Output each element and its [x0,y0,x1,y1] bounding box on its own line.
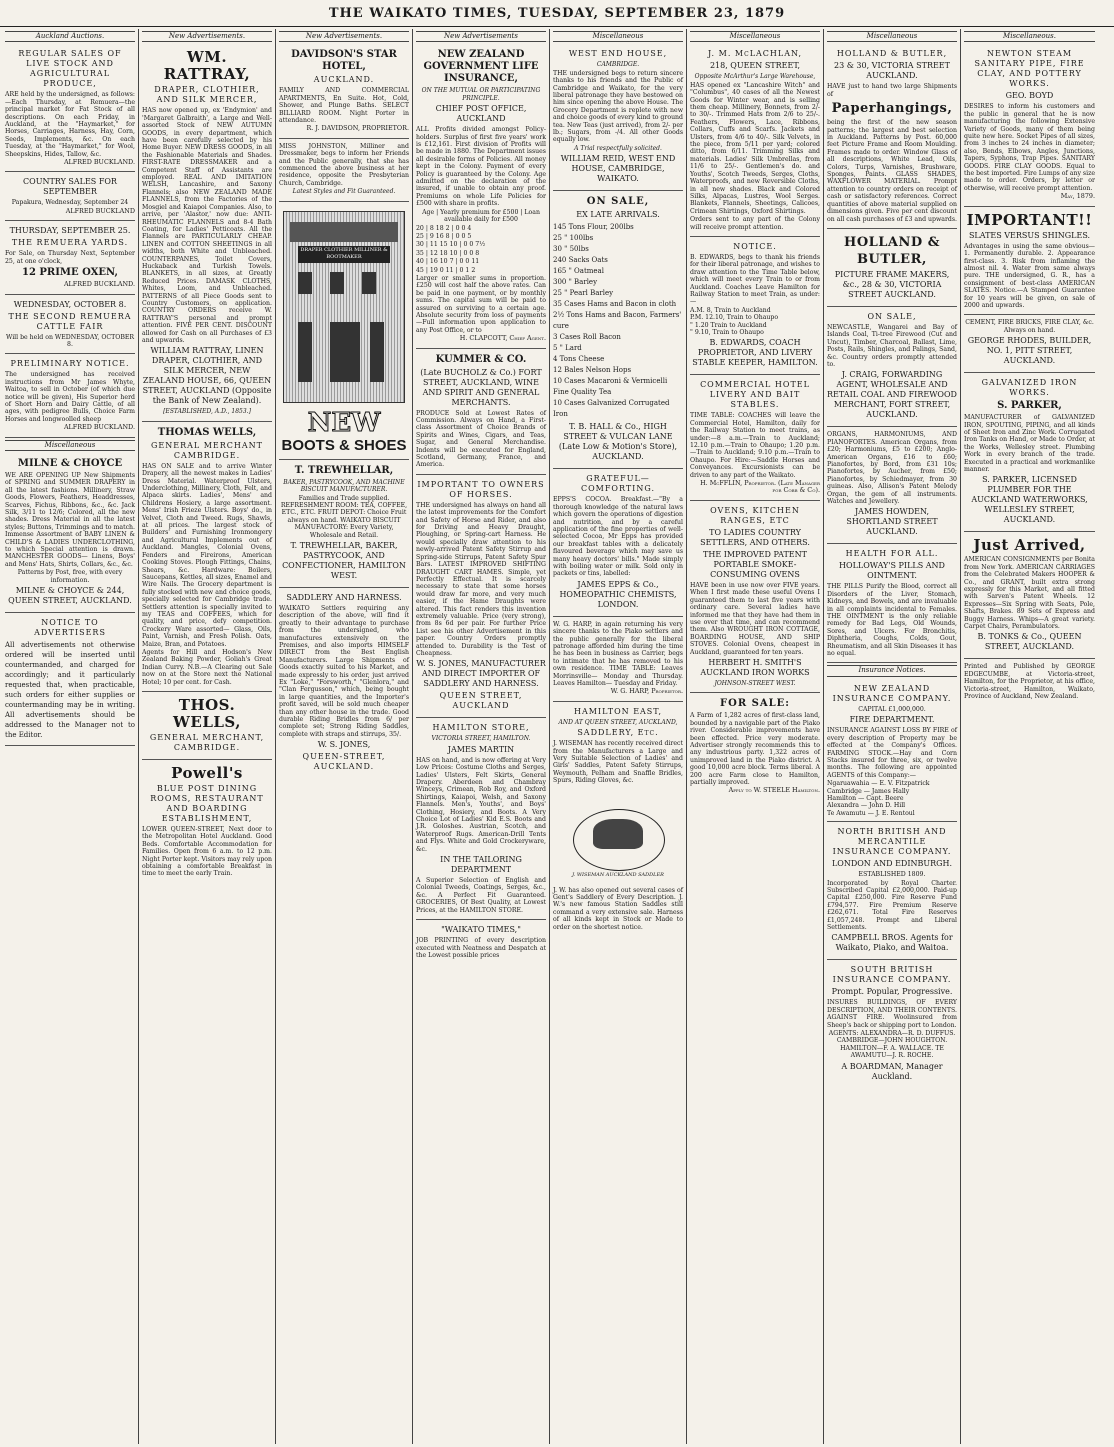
advert-subtitle: TO LADIES COUNTRY SETTLERS, AND OTHERS. [700,527,810,547]
advert [827,307,957,427]
advert-title: IMPORTANT!! [966,210,1093,229]
engraving-window [298,322,312,382]
advert-title: COUNTRY SALES FOR SEPTEMBER [23,177,117,197]
advert [827,960,957,1087]
advert-note: A Trial respectfully solicited. [574,144,662,152]
advert [416,44,546,348]
engraving-window [330,272,344,294]
advert-body: AMERICAN CONSIGNMENTS per Bonita from New York. AMERICAN CARRIAGES from the Celebrated Makers HOOPER & Co., and GRANT, built extra strong expressly for this Market, and all fitted with Sarven's Patent Wheels. 12 Expresses—Six Spring with Seats, Pole, Shafts, Brakes. 89 Sets of Express and Buggy Harness. Whips—A great variety. Carpet Chairs, Perambulators. [964,556,1095,631]
list-item: P.M. 12.10, Train to Ohaupo [690,314,779,322]
imprint [964,659,1095,705]
advert-signature: ALFRED BUCKLAND. [63,423,135,432]
advert-title: HAMILTON EAST, [573,706,662,716]
advert-body: W. G. HARP, in again returning his very sincere thanks to the Piako settlers and the public generally for the liberal patronage afforded him during the time he has been in business as Carrier, begs to intimate that he has removed to his own residence. TIME TABLE: Leaves Morrinsville— Monday and Thursday. Leaves Hamilton— Tuesday and Friday. [553,620,683,687]
advert-body: Papakura, Wednesday, September 24 [11,199,129,207]
advert-subtitle: DRAPER, CLOTHIER, AND SILK MERCER, [154,85,260,105]
section-header: New Advertisements. [279,31,409,42]
list-item: 35 Cases Hams and Bacon in cloth [553,300,677,309]
advert-subtitle: AUCKLAND. [313,75,375,85]
advert [553,617,683,702]
section-header: Miscellaneous [5,440,135,451]
column-2 [139,29,276,1444]
advert-signature: WILLIAM RATTRAY, LINEN DRAPER, CLOTHIER, AND SILK MERCER, NEW ZEALAND HOUSE, 66, QUEEN STREET, AUCKLAND (Opposite the Bank of New Zealand). [142,346,272,406]
advert-date: May, 1879. [1060,192,1095,201]
advert-body: HAVE been in use now over FIVE years. When I first made these useful Ovens I guaranteed them to last five years with ordinary care. Several ladies have informed me that they have had them in use over that time, and can recommend them. Also WROUGHT IRON COTTAGE, BOARDING HOUSE, AND SHIP STOVES. Colonial Ovens, cheapest in Auckland, guaranteed for ten years. [690,581,820,656]
advert-signature: H. CLAPCOTT, Chief Agent. [459,334,546,343]
section-header: Miscellaneous [690,31,820,42]
advert-signature: GEORGE RHODES, BUILDER, NO. 1, PITT STREET, AUCKLAND. [967,336,1092,366]
advert-subtitle: GENERAL MERCHANT CAMBRIDGE. [151,440,263,460]
advert-body: HAS now opened up, ex 'Endymion' and 'Margaret Galbraith', a Large and Well-assorted Stock of NEW AUTUMN GOODS, in every department, which have been carefully selected by his Home Buyer. NEW DRESS GOODS, in all the Fashionable Materials and Shades. FIRST-RATE DRESSMAKER and a Competent Staff of Assistants are employed. REAL AND IMITATION WELSH, Lancashire, and Saxony Flannels; also NEW ZEALAND MADE FLANNELS, from the Factories of the Mosgiel and Kaiapoi Companies. Also, to arrive, per 'Alastor,' now due: ANTI-RHEUMATIC FLANNELS and 8-4 Bath Coating, for Ladies' Petticoats. All the Flannels are PARTICULARLY CHEAP. LINEN and COTTON SHEETINGS in all widths, both White and Unbleached. COUNTERPANES, Toilet Covers, Huckaback and Turkish Towels. BLANKETS, in all sizes, at Greatly Reduced Prices. DAMASK CLOTHS, Whites, Loom, and Unbleached. PATTERNS of all Piece Goods sent to Country Customers, on application. COUNTRY ORDERS receive W. RATTRAY'S personal and prompt attention. FIVE PER CENT. DISCOUNT allowed for Cash on all Purchases of £3 and upwards. [142,107,272,344]
advert-title: NOTICE. [733,241,777,251]
advert-body: THE PILLS Purify the Blood, correct all Disorders of the Liver, Stomach, Kidneys, and Bowels, and are invaluable in all complaints incidental to Females. THE OINTMENT is the only reliable remedy for Bad Legs, Old Wounds, Sores, and Ulcers. For Bronchitis, Diphtheria, Coughs, Colds, Gout, Rheumatism, and all Skin Diseases it has no equal. [827,583,957,658]
advert-title: NEW ZEALAND INSURANCE COMPANY. [832,683,952,703]
advert-signature: JAMES HOWDEN, SHORTLAND STREET AUCKLAND. [846,507,938,537]
advert-body: MISS JOHNSTON, Milliner and Dressmaker, begs to inform her Friends and the Public generally, that she has commenced the above business at her residence, opposite the Presbyterian Church, Cambridge. [279,142,409,187]
advert-title: SADDLERY AND HARNESS. [286,592,402,602]
advert-title: THOMAS WELLS, [157,426,257,438]
advert-body: A Farm of 1,282 acres of first-class land, bounded by a navigable part of the Piako river. Considerable improvements have been effected. Price very moderate. Advertiser strongly recommends this to any industrious party. 1,322 acres of unimproved land in the Piako district. A good 10,000 acre block. Terms liberal. A 200 acre Farm close to Hamilton, partially improved. [690,712,820,786]
advert-title: DAVIDSON'S STAR HOTEL, [291,49,397,73]
advert-signature: J. CRAIG, FORWARDING AGENT, WHOLESALE AND RETAIL COAL AND FIREWOOD MERCHANT, FORT STREET, AUCKLAND. [827,370,957,420]
advert-title: ON SALE, [867,311,917,321]
advert-signature: W. S. JONES, MANUFACTURER AND DIRECT IMPORTER OF SADDLERY AND HARNESS. [416,659,546,689]
engraving-window [298,272,312,294]
section-header: Miscellaneous. [964,31,1095,42]
advert-body: J. W. has also opened out several cases of Gent's Saddlery of Every Description. J. W.'s new famous Station Saddles still command a very extensive sale. Harness of all kinds kept in Stock or Made to order on the shortest notice. [553,886,683,931]
advert-signature: W. G. HARP, Proprietor. [610,687,683,696]
engraving-roof [290,222,398,242]
list-item: 145 Tons Flour, 200lbs [553,223,634,232]
advert [690,693,820,799]
advert [690,44,820,237]
advert-body: Larger or smaller sums in proportion. £250 will cost half the above rates. Can be paid in one payment, or by monthly sums. The capital sum will be paid to assured on surviving to a certain age. Absolute security from loss of payments—Full information upon application to any Post Office, or to [416,274,546,334]
advert-body: WAIKATO Settlers requiring any description of the above, will find it greatly to their advantage to purchase from the undersigned, who manufactures extensively on the Premises, and also imports HIMSELF DIRECT from the Best English Manufacturers. Large Shipments of Goods exactly suited to his Market, and made expressly to his order, just arrived Ex "Loke," "Forsworth," "Glenlora," and "Clan Fergusson," which, being bought in large quantities, and the Importer's profit saved, will be sold much cheaper than any other house in the trade. Good durable Riding Bridles from 6/ per complete set; Strong Riding Saddles, complete with straps and stirrups, 35/. [279,604,409,738]
advert-title: GALVANIZED IRON WORKS. [981,378,1078,398]
advert-title: HOLLAND & BUTLER, [836,49,948,59]
column-7 [824,29,961,1444]
section-header: Insurance Notices. [827,665,957,676]
saddle-icon [593,819,643,849]
advert-title: HAMILTON STORE, [432,723,530,733]
column-8 [961,29,1098,1444]
engraving-sign: DRAPER CLOTHIER MILLINER & BOOTMAKER [298,246,390,263]
advert-office: CHIEF POST OFFICE, AUCKLAND [435,104,527,124]
advert-body: All advertisements not otherwise ordered will be inserted until countermanded, and charged for accordingly; and it particularly requested that, when practicable, such orders for either supplies or countermanding may be in writing. All advertisements should be addressed to the Manager not to the Editor. [5,641,135,740]
advert-name: S. PARKER, [997,400,1062,412]
advert-body: INSURANCE AGAINST LOSS BY FIRE of every description of Property may be effected at the Company's Offices. FARMING STOCK.—Hay and Corn Stacks insured for three, six, or twelve months. The following are appointed AGENTS of this Company:— [827,727,957,779]
advert [690,237,820,375]
advert [142,44,272,421]
advert-signature: CAMPBELL BROS. Agents for Waikato, Piako, and Waitoa. [831,933,953,953]
column-6 [687,29,824,1444]
advert [964,373,1095,532]
column-3 [276,29,413,1444]
advert-body: HAVE just to hand two large Shipments of [827,83,957,98]
advert-signature: MILNE & CHOYCE & 244, QUEEN STREET, AUCKLAND. [8,586,132,606]
advert-title: WEDNESDAY, OCTOBER 8. [13,299,127,309]
agents-list [827,780,957,817]
advert [279,202,409,460]
advert-title: KUMMER & CO. [435,353,527,365]
advert-signature: B. TONKS & Co., QUEEN STREET, AUCKLAND. [977,632,1082,652]
advert [416,920,546,964]
section-header: Miscellaneous [553,31,683,42]
advert [827,822,957,960]
advert [279,460,409,588]
advert-title: MILNE & CHOYCE [17,457,123,469]
advert-subhead: THE IMPROVED PATENT PORTABLE SMOKE-CONSUMING OVENS [703,549,807,579]
advert-address: QUEEN-STREET, AUCKLAND. [302,752,386,772]
time-table [690,307,820,337]
advert [827,544,957,663]
advert-subtitle: VICTORIA STREET, HAMILTON. [431,735,531,743]
list-item: Fine Quality Tea [553,388,612,397]
list-item: 25 " 100lbs [553,234,594,243]
advert [142,422,272,692]
column-4 [413,29,550,1444]
table-row: 30 | 11 15 10 | 0 0 7½ [416,241,486,249]
advert-body: THE undersigned begs to return sincere thanks to his friends and the Public of Cambridge and Waikato, for the very liberal patronage they have bestowed on him since opening the above House. The Grocery Department is replete with new and choice goods of every kind to ground tea. New Teas (just arrived), from 2/- per lb.; Sugars, from -/4. All other Goods equally low. [553,69,683,144]
advert [827,229,957,307]
advert [964,315,1095,373]
advert-body: HAS opened ex "Lancashire Witch" and "Columbus", 40 cases of all the Newest Goods for Winter wear, and is selling them cheap. Millinery, Bonnets, from 2/- to 30/-. Trimmed Hats from 2/6 to 25/-. Feathers, Flowers, Lace, Ribbons, Collars, Cuffs and Scarfs. Jackets and Ulsters, from 4/6 to 40/-. Silk Velvets, in the piece, from 5/11 per yard; colored ditto, from 6/11. Trimming Silks and materials. Ladies' Silk Umbrellas, from 11/6 to 25/-. Gentlemen's do. and Youths', Scotch Tweeds, Serges, Cloths, Waterproofs, and new Reversible Cloths, in all new shades. Black and Colored Silks, Alpacas, Lustres, Wool Serges. Blankets, Flannels, Sheetings, Calicoes, Crimean Shirtings, Oxford Shirtings. [690,81,820,215]
advert-signature: ALFRED BUCKLAND. [63,280,135,289]
advert-title: J. M. McLACHLAN, [707,49,803,59]
advert-title: OVENS, KITCHEN RANGES, ETC [710,505,800,525]
advert-title: NORTH BRITISH AND MERCANTILE INSURANCE COMPANY. [832,827,952,857]
advert-title: NEWTON STEAM SANITARY PIPE, FIRE CLAY, AND POTTERY WORKS. [974,49,1085,89]
saddle-label: J. WISEMAN AUCKLAND SADDLER [572,871,664,878]
premium-table [416,225,546,274]
advert [553,702,683,936]
section-header: Miscellaneous [827,31,957,42]
column-5 [550,29,687,1444]
advert-title: COMMERCIAL HOTEL LIVERY AND BAIT STABLES. [700,380,810,410]
advert-title: "WAIKATO TIMES," [441,925,521,935]
advert [142,760,272,883]
advert-subtitle: CAMBRIDGE. [596,61,640,69]
advert-note: Agents for Hill and Hodson's New Zealand Baking Powder, Goliah's Great Indian Curry. N.B.—A Clearing out Sale now on at the Store next the National Hotel; 10 per cent. for Cash. [142,648,272,686]
advert-subtitle: 218, QUEEN STREET, [709,61,801,71]
advert [416,718,546,920]
advert [827,427,957,544]
list-item: " 9.10, Train to Ohaupo [690,329,764,336]
list-item: Ngaruawahia — E. V. Fitzpatrick [827,780,930,788]
advert-body: being the first of the new season patterns; the largest and best selection in Auckland. Patterns by Post. 60,000 feet Picture Frame and Room Moulding. Frames made to order. Window Glass of all descriptions, White Lead, Oils, Colors, Turps, Varnishes, Brushware, Sponges, Paints. GLASS SHADES, WAXFLOWER MATERIAL. Prompt attention to country orders on receipt of cash or satisfactory references. Correct quantities of above material supplied on dimensions given. Five per cent discount on all cash purchases of £3 and upwards. [827,119,958,223]
advert-body: NEWCASTLE, Wangarei and Bay of Islands Coal, Ti-tree Firewood (Cut and Uncut), Timber, Charcoal, Ballast, Lime, Posts, Rails, Shingles, and Palings, Sand, &c. Country orders promptly attended to. [827,323,957,368]
advert [416,475,546,719]
advert-signature: WILLIAM REID, WEST END HOUSE, CAMBRIDGE, WAIKATO. [560,154,676,184]
advert-signature: H. McFFLIN, Proprietor. (Late Manager for Cobb & Co). [700,479,820,495]
advert-signature: HERBERT H. SMITH'S AUCKLAND IRON WORKS [700,657,810,677]
engraving-window [362,272,376,294]
list-item: 10 Cases Macaroni & Vermicelli [553,377,668,386]
advert-title: FOR SALE: [720,698,790,710]
advert [690,501,820,693]
advert-title: THURSDAY, SEPTEMBER 25. [9,226,131,236]
table-row: 20 | 8 18 2 | 0 0 4 [416,224,472,232]
advert [827,679,957,822]
saddle-illustration [563,791,673,881]
list-item: Alexandra — John D. Hill [827,802,906,810]
advert [964,44,1095,206]
advert-subtitle: Prompt. Popular, Progressive. [831,987,953,997]
advert-subtitle: BLUE POST DINING ROOMS, RESTAURANT AND BOARDING ESTABLISHMENT, [150,784,264,823]
list-item: 5 " Lard [553,344,582,353]
list-item: A.M. 8, Train to Auckland [690,306,771,314]
advert-body: ARE held by the undersigned, as follows:—Each Thursday, at Remuera—the principal market for Fat Stock of all descriptions. On each Friday, in Auckland, at the "Haymarket," for Horses, Carriages, Harness, Hay, Corn, Seeds, Implements, &c. On each Tuesday, at the "Haymarket," for Wool, Sheepskins, Hides, Tallow, &c. [5,91,135,158]
list-item: " 1.20 Train to Auckland [690,321,767,329]
advert-title: WEST END HOUSE, [568,49,668,59]
masthead-title: THE WAIKATO TIMES, TUESDAY, SEPTEMBER 23, 1879 [328,5,786,21]
advert-title: HEALTH FOR ALL. [845,549,939,559]
advert [5,172,135,221]
advert [553,191,683,469]
premium-table-header: Age | Yearly premium for £500 | Loan available daily for £500 [422,208,540,224]
advert [690,375,820,500]
advert-subtitle: PICTURE FRAME MAKERS, &c., 28 & 30, VICTORIA STREET AUCKLAND. [834,269,950,299]
advert-subtitle: SLATES VERSUS SHINGLES. [968,230,1091,240]
advert-subtitle: LONDON AND EDINBURGH. [831,859,953,869]
section-header: Auckland Auctions. [5,31,135,42]
table-row: 40 | 16 10 7 | 0 0 11 [416,258,480,266]
advert-agents: AGENTS: ALEXANDRA—R. D. DUFFUS. CAMBRIDGE—JOHN HOUGHTON. HAMILTON—F. A. WALLACE. TE AWAMUTU—J. R. ROCHE. [828,1030,956,1060]
advert-body: FAMILY AND COMMERCIAL APARTMENTS, En Suite. Hot, Cold, Shower, and Plunge Baths. SELECT BILLIARD ROOM. Night Porter in attendance. [279,87,409,125]
advert-title: NEW ZEALAND GOVERNMENT LIFE INSURANCE, [423,49,539,85]
advert-note: Latest Styles and Fit Guaranteed. [292,188,396,196]
advert-address: QUEEN STREET, AUCKLAND [439,691,523,711]
advert-signature: B. EDWARDS, COACH PROPRIETOR, AND LIVERY STABLE KEEPER, HAMILTON. [692,338,818,368]
advert [279,588,409,778]
table-row: 35 | 12 18 10 | 0 0 8 [416,249,480,257]
advert [279,139,409,202]
advert-title: T. TREWHELLAR, [294,464,394,476]
advert [5,453,135,613]
advert-subtitle: THE REMUERA YARDS. [11,238,129,248]
advert-note: Orders sent to any part of the Colony will receive prompt attention. [690,216,820,231]
list-item: 25 " Pearl Barley [553,289,614,298]
advert-title: WM. RATTRAY, [163,48,251,84]
advert-signature: S. PARKER, LICENSED PLUMBER FOR THE AUCKLAND WATERWORKS, WELLESLEY STREET, AUCKLAND. [971,475,1088,525]
advert-subtitle: 23 & 30, VICTORIA STREET AUCKLAND. [834,61,950,81]
column-1 [2,29,139,1444]
advert-body: PRODUCE Sold at Lowest Rates of Commission. Always on Hand, a First-class Assortment of Choice Brands of Spirits and Wines, Cigars, and Teas, Sugar, and General Merchandise. Indents will be executed for England, Scotland, Germany, France, and America. [416,409,546,469]
advert-title: NOTICE TO ADVERTISERS [34,618,106,638]
advert-title: GRATEFUL—COMFORTING. [580,474,655,494]
engraving-door [330,322,360,382]
advert-body: B. EDWARDS, begs to thank his friends for their liberal patronage, and wishes to draw attention to the Time Table below, which will meet every Train to or from Auckland. Coaches Leave Hamilton for Railway Station to meet Train, as under:— [690,253,820,306]
advert-subtitle: (Late BUCHOLZ & Co.) FORT STREET, AUCKLAND, WINE AND SPIRIT AND GENERAL MERCHANTS. [420,367,542,407]
table-row: 45 | 19 0 11 | 0 1 2 [416,266,476,274]
list-item: Hamilton — Capt. Beere [827,794,904,802]
advert [553,469,683,616]
advert-signature: T. B. HALL & Co., HIGH STREET & VULCAN LANE (Late Low & Motion's Store), AUCKLAND. [558,422,678,462]
list-item: Cambridge — James Hally [827,787,910,795]
imprint-text: Printed and Published by GEORGE EDGECUMBE, at Victoria-street, Hamilton, for the Proprietor, at his office, Victoria-street, Hamilton, Waikato, Province of Auckland, New Zealand. [964,663,1095,701]
advert-title: PRELIMINARY NOTICE. [10,359,130,369]
advert [964,532,1095,659]
advert-subhead: IN THE TAILORING DEPARTMENT [440,855,522,875]
list-item: 165 " Oatmeal [553,267,604,276]
advert-subtitle: EX LATE ARRIVALS. [576,210,660,220]
advert-title: THOS. WELLS, [173,696,241,731]
advert-body: ALL Profits divided amongst Policy-holders. Surplus of first five years' work is £12,161. First division of Profits will be made in 1880. The Department issues all desirable forms of Policies. All money kept in the Colony. Payment of every Policy is guaranteed by the Colony. Age admitted on the declaration of the insured, if unable to obtain any proof. Premiums on whole Life Policies for £500 with share in profits. [416,126,546,208]
advert-body: Will be held on WEDNESDAY, OCTOBER 8. [5,333,135,348]
list-item: 30 " 50lbs [553,245,589,254]
advert-address: Opposite McArthur's Large Warehouse, [694,73,816,81]
advert-subtitle: BOOTS & SHOES [281,436,407,454]
advert [279,44,409,138]
advert-title: Just Arrived, [973,536,1086,555]
list-item: 300 " Barley [553,278,598,287]
advert-address: JOHNSON-STREET WEST. [714,679,796,687]
advert [827,44,957,229]
advert-body: TIME TABLE: COACHES will leave the Commercial Hotel, Hamilton, daily for the Railway Station to meet trains, as under:—8 a.m.—Train to Auckland; 12.10 p.m.—Train to Ohaupo; 1.20 p.m.—Train to Auckland; 9.10 p.m.—Train to Ohaupo. For Hire:—Saddle Horses and Conveyances. Excursionists can be driven to any part of the Waikato. [690,412,820,479]
advert [5,44,135,172]
advert-body: Incorporated by Royal Charter. Subscribed Capital £2,000,000. Paid-up Capital £250,000. Fire Reserve Fund £794,577. Fire Premium Reserve £262,671. Total Fire Reserves £1,057,248. Prompt and Liberal Settlements. [827,879,957,931]
advert-title: HOLLAND & BUTLER, [844,234,940,267]
advert-body: LOWER QUEEN-STREET, Next door to the Metropolitan Hotel Auckland. Good Beds. Comfortable Accommodation for Families. Open from 6 a.m. to 12 p.m. Night Porter kept. Visitors may rely upon obtaining a comfortable Breakfast in time to meet the early Train. [142,826,272,878]
masthead [0,0,1114,27]
advert-subhead: SADDLERY, Etc. [577,728,659,738]
advert-body: For Sale, on Thursday Next, September 25, at one o'clock, [5,250,135,265]
advert [5,295,135,355]
advert-body: The undersigned has received instructions from Mr James Whyte, Waitoa, to sell in October (of which due notice will be given), His Superior herd of Short Horn and Dairy Cattle, of all ages, with pedigree Bulls, Choice Farm Horses and longwoolled sheep [5,371,135,423]
list-item: Te Awamutu — J. E. Rentoul [827,809,915,817]
advert-signature: Apply to W. STEELE Hamilton. [728,786,820,795]
list-item: 12 Bales Nelson Hops [553,366,632,375]
advert-signature: T. TREWHELLAR, BAKER, PASTRYCOOK, AND CONFECTIONER, HAMILTON WEST. [282,540,406,580]
advert-body: MANUFACTURER of GALVANIZED IRON, SPOUTING, PIPING, and all kinds of Sheet Iron and Zinc Work. Corrugated Iron Tanks on Hand, or Made to Order, at the Works, Wellesley street. Plumbing Work in every branch of the trade. Executed in a practical and workmanlike manner. [964,414,1095,473]
advert-signature: W. S. JONES, [317,740,371,750]
advert-body: Advantages in using the same obvious— 1. Permanently durable. 2. Appearance first-class. 3. Risk from inflaming the almost nil. 4. Water from same always pure. THE undersigned, G. R., has a consignment of best-class AMERICAN SLATES. Notice.—A Stamped Guarantee for 10 years will be given, on sale of 2000 and upwards. [964,242,1095,309]
advert-signature: A BOARDMAN, Manager Auckland. [841,1061,943,1081]
advert-title: ON SALE, [586,196,650,208]
advert-headline: Paperhangings, [831,101,953,117]
advert-lot: 12 PRIME OXEN, [22,267,118,279]
advert-body: ORGANS, HARMONIUMS, AND PIANOFORTES. American Organs, from £20; Harmoniums, £5 to £200; Anglo-American Organs, £16 to £60; Pianofortes, by Bord, from £31 10s; Pianofortes, by Aucher, from £50; Pianofortes, by Schiedmayer, from 30 guineas. Also, Allison's Patent Melody Organ, the gem of all instruments. Watches and Jewellery. [827,431,957,505]
advert-body: HAS ON SALE and to arrive Winter Drapery, all the newest makes in Ladies' Dress Material. Waterproof Ulsters, Underclothing, Millinery, Cloth, Felt, and Alpaca skirts. Ladies', Mens' and Childrens Hosiery, a large assortment. Mens' Irish Frieze Ulsters. Boys' do., in Velvet, Cloth and Tweed. Rugs, Shawls, at all prices. The largest stock of Builders' and Furnishing Ironmongery and Agricultural Implements out of Auckland. Mangles, Colonial Ovens, Fenders and Fireirons, American Cooking Stoves. Plough Fittings, Chains, Shears, &c. Hardware: Boilers, Saucepans, Kettles, all sizes, Enamel and Wire Nails. The Grocery department is fully stocked with new and choice goods, specially selected for Cambridge trade. Settlers attention is specially invited to my TEAS and COFFEES, which for quality, and price, defy competition. Crockery Ware assorted— Glass, Oils, Paint, Varnish, and Fresh Polish. Oats, Maize, Bran, and Potatoes. [142,462,272,648]
list-item: 3 Cases Roll Bacon [553,333,621,342]
columns [0,27,1114,1444]
advert [964,207,1095,316]
advert-body: WE ARE OPENING UP New Shipments of SPRING and SUMMER DRAPERY in all the latest fashions. Millinery, Straw Goods, Flowers, Feathers, Headdresses, Scarves, Fichus, Ribbons, &c., &c. Jack Silk, 3/11 to 12/6; Colored, all the new shades. Dress Material in all the latest styles; Buttons, Trimmings and to match. Immense Assortment of BABY LINEN & CHILD'S & LADIES UNDERCLOTHING, to which Special attention is drawn. MANCHESTER GOODS— Linens, Boys' and Mens' Hats, Shirts, Collars, &c., &c. [5,471,135,568]
advert-signature: JAMES EPPS & Co., HOMEOPATHIC CHEMISTS, LONDON. [559,579,677,609]
storefront-engraving [283,211,405,403]
advert-subtitle: GENERAL MERCHANT, CAMBRIDGE. [149,733,265,752]
list-item: 2½ Tons Hams and Bacon, Farmers' cure [553,311,682,331]
list-item: 4 Tons Cheese [553,355,605,364]
advert-signature: R. J. DAVIDSON, PROPRIETOR. [306,124,409,133]
advert-body: THE undersigned has always on hand all the latest improvements for the Comfort and Safety of Horse and Rider, and also for Driving and Heavy Draught, Ploughing, or Spring-cart Harness. He would specially draw attention to his newly-arrived Patent Safety Stirrup and Spring-side Stirrups, Patent Safety Spur Bars. LATEST IMPROVED SHIFTING DRAUGHT CART HAMES. Simple, yet Perfectly Effectual. It is scarcely necessary to state that some horses would draw far more, and very much easier, if the Hame Draughts were altered. This fact renders this invention extremely valuable. Price (very strong), from 8s 6d per pair. For further Price List see his other Advertisement in this paper. Country Orders promptly attended to. Durability is the Test of Cheapness. [416,501,546,657]
advert-established: ESTABLISHED 1809. [858,871,926,879]
advert [5,613,135,746]
advert-body: CEMENT, FIRE BRICKS, FIRE CLAY, &c. Always on hand. [965,319,1094,334]
advert-body: HAS on hand, and is now offering at Very Low Prices: Costume Cloths and Serges, Ladies' Ulsters, Felt Skirts, General Drapery. Aberdeen and Chambray Winceys, Crimean, Rob Roy, and Oxford Shirtings, Kaiapoi, Welsh, and Saxony Flannels. Men's, Youths', and Boys' Clothing, Hosiery, and Boots. A Very Choice Lot of Ladies' Kid E.S. Boots and J.R. Goloshes. Austrian, Scotch, and Waterproof Rugs. American-Drill Tents and Flys. White and Gold Crockeryware, &c. [416,756,546,853]
advert [553,44,683,191]
advert-body: INSURES BUILDINGS, OF EVERY DESCRIPTION, AND THEIR CONTENTS. AGAINST FIRE. Woolinsured from Sheep's back or shipping port to London. [827,999,957,1029]
stock-list [553,222,683,420]
advert-name: GEO. BOYD [1005,91,1054,101]
advert-subhead: FIRE DEPARTMENT. [849,715,935,725]
advert [5,221,135,294]
advert-subtitle: ON THE MUTUAL OR PARTICIPATING PRINCIPLE. [421,87,541,102]
table-row: 25 | 9 16 8 | 0 0 5 [416,232,472,240]
advert-title: SOUTH BRITISH INSURANCE COMPANY. [832,965,952,985]
advert-signature: ALFRED BUCKLAND. [63,158,135,167]
engraving-window [370,322,384,382]
advert-title: Powell's [171,764,243,782]
advert-name: JAMES MARTIN [447,744,515,754]
advert-title: NEW [307,407,381,438]
advert-subtitle: AND AT QUEEN STREET, AUCKLAND, [558,718,678,726]
advert-note: Patterns by Post, free, with every information. [17,569,123,584]
advert-subtitle: HOLLOWAY'S PILLS AND OINTMENT. [839,561,945,581]
advert-capital: CAPITAL £1,000,000. [858,705,926,713]
advert-body: JOB PRINTING of every description executed with Neatness and Despatch at the Lowest possible prices [416,937,546,959]
advert-signature: ALFRED BUCKLAND [65,206,135,215]
section-header: New Advertisements [416,31,546,42]
advert-subtitle: BAKER, PASTRYCOOK, AND MACHINE BISCUIT MANUFACTURER. [283,478,405,494]
list-item: 10 Cases Galvanized Corrugated Iron [553,399,670,419]
advert-title: IMPORTANT TO OWNERS OF HORSES. [417,479,545,499]
advert [142,692,272,760]
advert-body: Families and Trade supplied. REFRESHMENT ROOM: TEA, COFFEE, ETC., ETC. FRUIT DEPOT: Choice Fruit always on hand. WAIKATO BISCUIT MANUFACTORY: Every Variety, Wholesale and Retail. [280,494,408,539]
advert-subtitle: THE SECOND REMUERA CATTLE FAIR [8,311,132,331]
advert [5,354,135,437]
advert-body: EPPS'S COCOA. Breakfast.—"By a thorough knowledge of the natural laws which govern the operations of digestion and nutrition, and by a careful application of the fine properties of well-selected Cocoa, Mr Epps has provided our breakfast tables with a delicately flavoured beverage which may save us many heavy doctors' bills." Made simply with boiling water or milk. Sold only in packets or tins, labelled: [553,496,683,578]
advert [416,349,546,475]
advert-body: J. WISEMAN has recently received direct from the Manufacturers a Large and Very Suitable Selection of Ladies' and Girls' Saddles, Patent Safety Stirrups, Weymouth, Pelham and Snaffle Bridles, Spurs, Riding Gloves, &c. [553,740,683,785]
advert-established: [ESTABLISHED, A.D., 1853.] [163,408,251,416]
advert-body: A Superior Selection of English and Colonial Tweeds, Coatings, Serges, &c., &c. A Perfect Fit Guaranteed. GROCERIES, Of Best Quality, at Lowest Prices, at the HAMILTON STORE. [416,877,546,914]
section-header: New Advertisements. [142,31,272,42]
list-item: 240 Sacks Oats [553,256,608,265]
advert-title: REGULAR SALES OF LIVE STOCK AND AGRICULTURAL PRODUCE, [18,49,122,89]
advert-body: DESIRES to inform his customers and the public in general that he is now manufacturing the following Extensive Variety of Goods, many of them being quite new here. Socket Pipes of all sizes, from 3 inches to 24 inches in diameter; also, Bends, Elbows, Angles, Junctions, Tapers, Syphons, Trap Pipes. SANITARY GOODS. FIRE CLAY GOODS. Equal to the best imported. Fire Lumps of any size made to order. Orders, by letter or otherwise, will receive prompt attention. [964,103,1096,192]
